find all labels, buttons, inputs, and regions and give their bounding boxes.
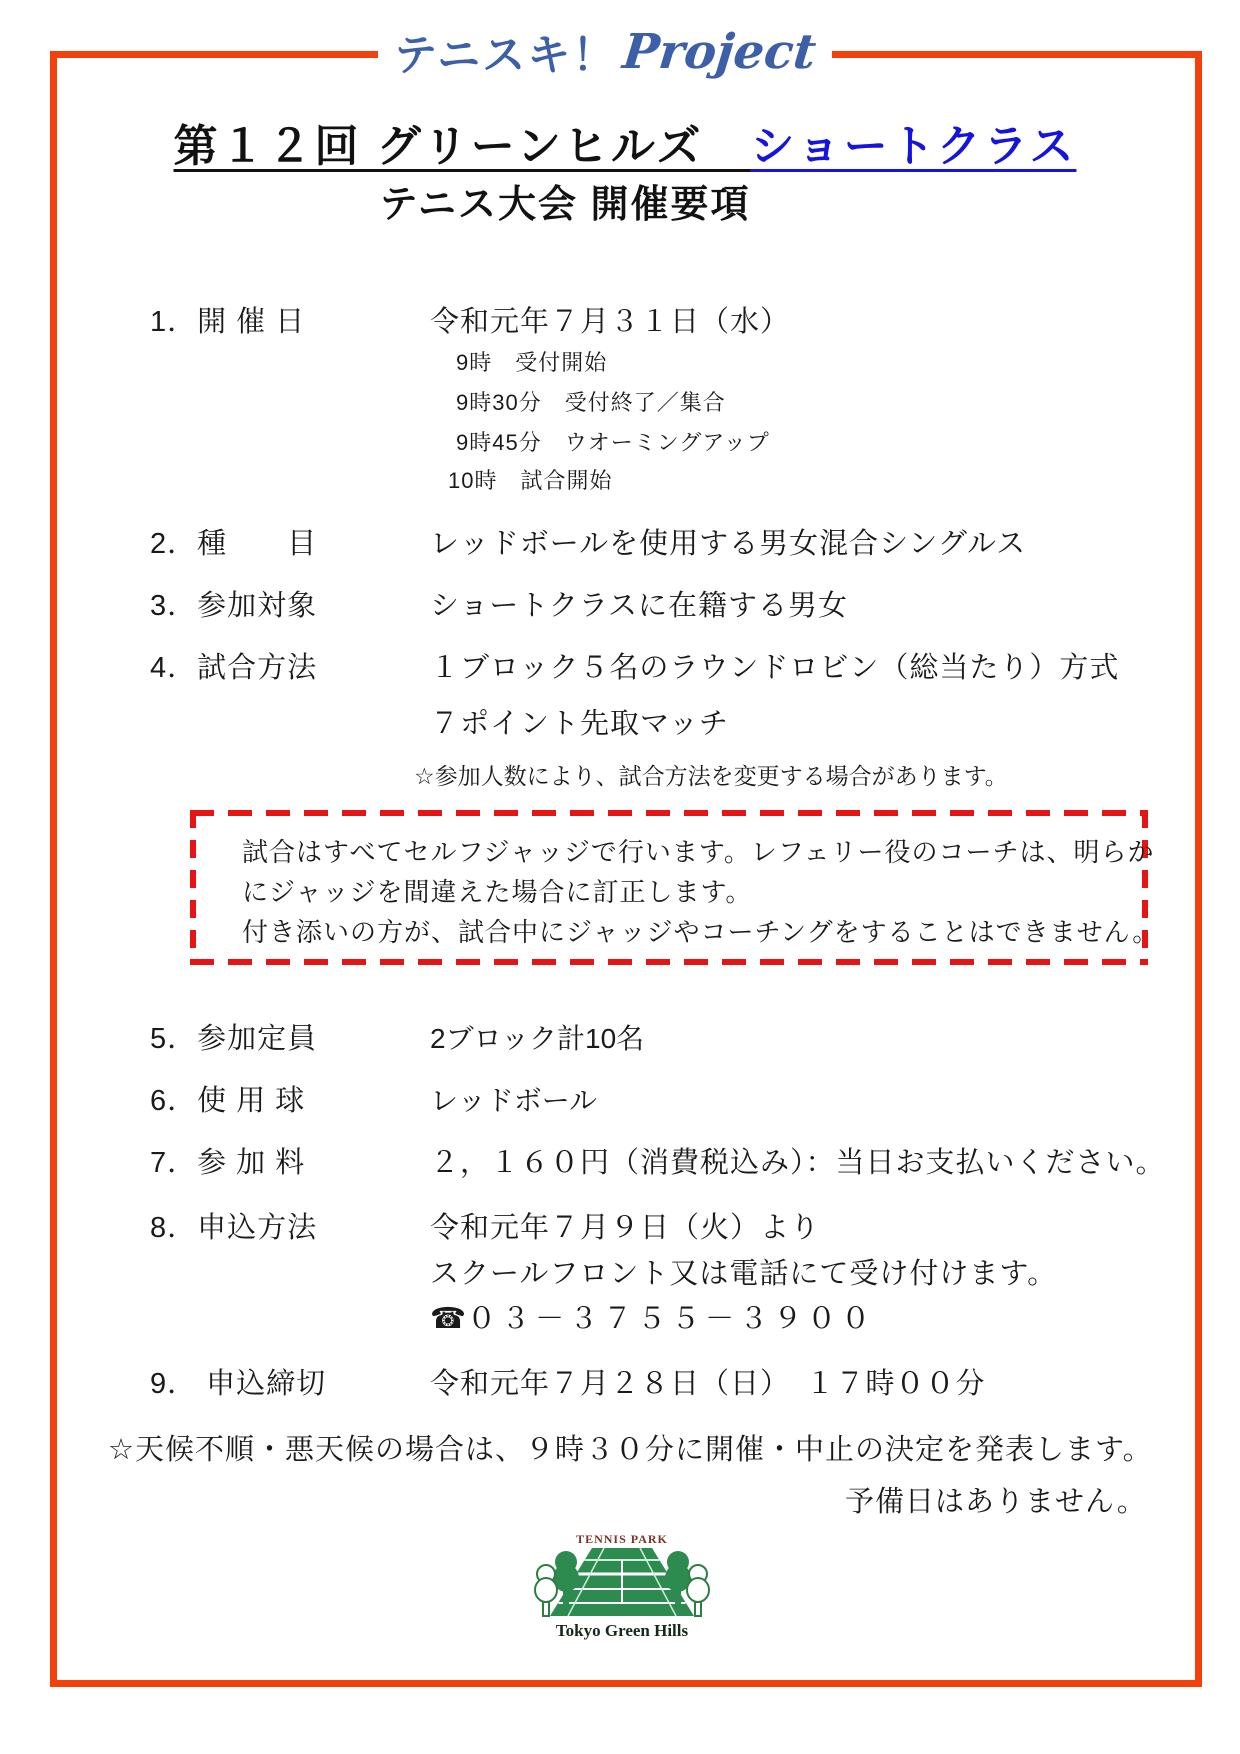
item-label-application: 8．申込方法 [150, 1212, 318, 1244]
item-row-format [150, 652, 1119, 685]
item-value-format-line2: ７ポイント先取マッチ [430, 708, 729, 740]
item-label-format: 4．試合方法 [150, 652, 318, 684]
item-value-deadline: 令和元年７月２８日（日） １７時００分 [430, 1368, 986, 1400]
item-row-category [150, 528, 1026, 561]
rule-line-1: 試合はすべてセルフジャッジで行います。レフェリー役のコーチは、明らか [242, 837, 1155, 867]
item-label-capacity: 5．参加定員 [150, 1023, 318, 1055]
rule-line-3: 付き添いの方が、試合中にジャッジやコーチングをすることはできません。 [242, 917, 1160, 947]
item-value-fee: ２，１６０円（消費税込み）：当日お支払いください。 [430, 1147, 1166, 1179]
self-judge-rule-box [190, 810, 1160, 965]
item-value-format: １ブロック５名のラウンドロビン（総当たり）方式 [430, 652, 1120, 684]
item-value-ball: レッドボール [430, 1085, 598, 1116]
item-row-application [150, 1212, 820, 1245]
event-title-line2: テニス大会 開催要項 [379, 184, 751, 226]
schedule-line-4: 10時 試合開始 [448, 468, 613, 493]
event-title-line1 [55, 122, 1195, 173]
item-value-capacity: 2ブロック計10名 [430, 1023, 645, 1054]
schedule-line-1: 9時 受付開始 [456, 350, 608, 375]
brand-logo [378, 16, 832, 88]
item-label-eligibility: 3．参加対象 [150, 590, 318, 622]
item-row-fee [150, 1147, 1166, 1180]
schedule-line-2: 9時30分 受付終了／集合 [456, 390, 726, 415]
weather-cancellation-note: ☆天候不順・悪天候の場合は、９時３０分に開催・中止の決定を発表します。 [108, 1434, 1153, 1466]
schedule-line-3: 9時45分 ウオーミングアップ [456, 430, 770, 455]
rule-line-2: にジャッジを間違えた場合に訂正します。 [242, 877, 753, 907]
logo-tokyo-green-hills-text: Tokyo Green Hills [555, 1621, 689, 1640]
event-title-blue-part: ショートクラス [750, 122, 1077, 171]
logo-tennis-park-text: TENNIS PARK [576, 1532, 668, 1546]
item-label-category: 2．種 目 [150, 528, 318, 560]
event-title-black-part: 第１２回 グリーンヒルズ [173, 122, 751, 171]
application-method-line2: スクールフロント又は電話にて受け付けます。 [430, 1258, 1058, 1290]
item-label-date: 1．開 催 日 [150, 306, 306, 338]
no-reserve-day-note: 予備日はありません。 [845, 1486, 1147, 1518]
item-label-fee: 7．参 加 料 [150, 1147, 306, 1179]
item-label-deadline: 9． 申込締切 [150, 1368, 327, 1400]
item-row-deadline [150, 1368, 986, 1401]
phone-number: ０３－３７５５－３９００ [467, 1303, 876, 1335]
item-row-capacity [150, 1023, 644, 1056]
brand-logo-japanese-text: テニスキ！ [394, 31, 618, 80]
item-row-ball [150, 1085, 597, 1118]
item-label-ball: 6．使 用 球 [150, 1085, 306, 1117]
club-logo [532, 1530, 712, 1642]
item-value-eligibility: ショートクラスに在籍する男女 [430, 590, 848, 622]
brand-logo-script-text: Project [620, 24, 819, 80]
telephone-icon: ☎ [430, 1303, 468, 1335]
item-value-category: レッドボールを使用する男女混合シングルス [430, 528, 1027, 560]
item-row-date [150, 306, 790, 339]
format-change-note: ☆参加人数により、試合方法を変更する場合があります。 [414, 763, 1008, 789]
item-value-application: 令和元年７月９日（火）より [430, 1212, 821, 1244]
item-row-eligibility [150, 590, 848, 623]
item-value-date: 令和元年７月３１日（水） [430, 306, 791, 338]
application-phone-line [430, 1303, 875, 1336]
